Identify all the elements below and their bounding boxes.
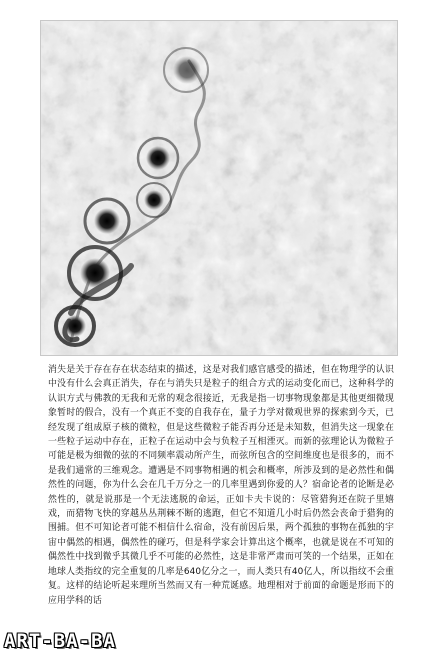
article-body: 消失是关于存在存在状态结束的描述，这是对我们感官感受的描述，但在物理学的认识中没有什么会真正消失，存在与消失只是粒子的组合方式的运动变化而已，这种科学的认识方式与佛教的无我和无常的观念很接近，无我是指一切事物现象都是其他更细微现象暂时的假合，没有一个真正不变的自我存在，量子力学对微观世界的探索到今天，已经发现了组成原子核的微粒，但是这些微粒子能否再分还是未知数，但消失这一现象在一些粒子运动中存在，正粒子在运动中会与负粒子互相湮灭。而新的弦理论认为微粒子可能是极为细微的弦的不同频率震动所产生，而弦所包含的空间维度也是很多的，而不是我们通常的三维观念。遭遇是不同事物相遇的机会和概率，所涉及到的是必然性和偶然性的问题，你为什么会在几千万分之一的几率里遇到你爱的人？宿命论者的论断是必然性的，就是说那是一个无法逃脱的命运，正如卡夫卡说的：尽管猎狗还在院子里嬉戏，而猎物飞快的穿越丛丛荆棘不断的逃跑，但它不知道几小时后仍然会丧命于猎狗的围捕。但不可知论者可能不相信什么宿命，没有前因后果，两个孤独的事物在孤独的宇宙中偶然的相遇，偶然性的碰巧，但是科学家会计算出这个概率，也就是说在不可知的偶然性中找到微乎其微几乎不可能的必然性，这是非常严肃而可笑的一个结果，正如在地球人类指纹的完全重复的几率是640亿分之一，而人类只有40亿人，所以指纹不会重复。这样的结论听起来理所当然而又有一种荒诞感。地理相对于前面的命题是形而下的应用学科的话	[48, 365, 394, 606]
site-logo: ART-BA-BA	[4, 630, 116, 652]
cloud-vortex-photo	[40, 20, 398, 356]
